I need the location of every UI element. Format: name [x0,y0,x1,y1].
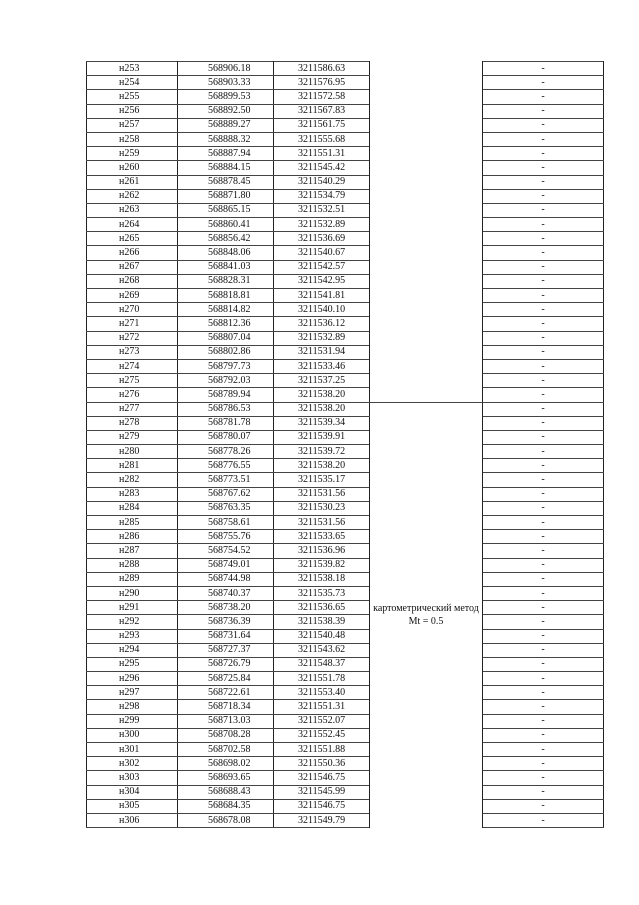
accuracy-value: - [483,175,604,189]
coordinate-y: 3211538.20 [274,388,370,402]
coordinate-x: 568763.35 [178,501,274,515]
coordinate-x: 568797.73 [178,359,274,373]
coordinate-x: 568727.37 [178,643,274,657]
table-row [87,132,604,146]
point-name: н286 [87,530,178,544]
coordinate-y: 3211531.56 [274,487,370,501]
coordinate-x: 568818.81 [178,289,274,303]
point-name: н304 [87,785,178,799]
coordinate-x: 568738.20 [178,601,274,615]
coordinate-x: 568892.50 [178,104,274,118]
accuracy-value: - [483,473,604,487]
table-row [87,246,604,260]
coordinate-y: 3211551.78 [274,672,370,686]
coordinate-x: 568749.01 [178,558,274,572]
coordinate-x: 568814.82 [178,303,274,317]
accuracy-value: - [483,757,604,771]
table-row [87,487,604,501]
point-name: н284 [87,501,178,515]
accuracy-value: - [483,331,604,345]
point-name: н256 [87,104,178,118]
accuracy-value: - [483,359,604,373]
coordinate-y: 3211540.67 [274,246,370,260]
accuracy-value: - [483,487,604,501]
coordinate-y: 3211576.95 [274,76,370,90]
table-row [87,586,604,600]
accuracy-value: - [483,246,604,260]
coordinate-y: 3211552.07 [274,714,370,728]
accuracy-value: - [483,161,604,175]
coordinate-y: 3211539.91 [274,430,370,444]
accuracy-value: - [483,516,604,530]
table-row [87,388,604,402]
coordinate-x: 568848.06 [178,246,274,260]
point-name: н303 [87,771,178,785]
table-row [87,743,604,757]
coordinates-table [86,61,604,828]
accuracy-value: - [483,558,604,572]
coordinate-y: 3211572.58 [274,90,370,104]
coordinate-x: 568828.31 [178,274,274,288]
point-name: н272 [87,331,178,345]
accuracy-value: - [483,643,604,657]
coordinate-y: 3211551.31 [274,147,370,161]
table-row [87,161,604,175]
coordinate-y: 3211535.73 [274,586,370,600]
coordinate-x: 568736.39 [178,615,274,629]
coordinate-x: 568758.61 [178,516,274,530]
point-name: н271 [87,317,178,331]
coordinate-y: 3211546.75 [274,771,370,785]
accuracy-value: - [483,402,604,416]
coordinate-y: 3211530.23 [274,501,370,515]
accuracy-value: - [483,76,604,90]
table-row [87,672,604,686]
point-name: н299 [87,714,178,728]
accuracy-value: - [483,771,604,785]
coordinate-x: 568786.53 [178,402,274,416]
coordinate-x: 568744.98 [178,572,274,586]
coordinate-x: 568708.28 [178,728,274,742]
coordinate-y: 3211561.75 [274,118,370,132]
accuracy-value: - [483,260,604,274]
coordinate-x: 568725.84 [178,672,274,686]
coordinate-x: 568778.26 [178,445,274,459]
point-name: н293 [87,629,178,643]
accuracy-value: - [483,289,604,303]
accuracy-value: - [483,232,604,246]
table-row [87,189,604,203]
point-name: н277 [87,402,178,416]
table-row [87,785,604,799]
method-cell-upper [370,62,483,403]
point-name: н278 [87,416,178,430]
point-name: н258 [87,132,178,146]
coordinate-x: 568899.53 [178,90,274,104]
coordinate-y: 3211537.25 [274,374,370,388]
table-row [87,601,604,615]
table-row [87,345,604,359]
coordinate-y: 3211538.18 [274,572,370,586]
accuracy-value: - [483,657,604,671]
coordinate-x: 568684.35 [178,799,274,813]
point-name: н255 [87,90,178,104]
coordinate-y: 3211539.82 [274,558,370,572]
point-name: н288 [87,558,178,572]
point-name: н285 [87,516,178,530]
accuracy-value: - [483,743,604,757]
table-row [87,473,604,487]
accuracy-value: - [483,785,604,799]
accuracy-value: - [483,700,604,714]
accuracy-value: - [483,374,604,388]
point-name: н265 [87,232,178,246]
accuracy-value: - [483,203,604,217]
table-row [87,501,604,515]
coordinate-x: 568773.51 [178,473,274,487]
accuracy-value: - [483,317,604,331]
point-name: н281 [87,459,178,473]
table-row [87,218,604,232]
coordinate-x: 568884.15 [178,161,274,175]
accuracy-value: - [483,147,604,161]
coordinate-x: 568887.94 [178,147,274,161]
coordinate-x: 568722.61 [178,686,274,700]
table-row [87,757,604,771]
point-name: н274 [87,359,178,373]
table-row [87,686,604,700]
table-row [87,615,604,629]
table-row [87,331,604,345]
coordinate-y: 3211531.56 [274,516,370,530]
table-row [87,104,604,118]
accuracy-value: - [483,90,604,104]
accuracy-value: - [483,274,604,288]
coordinate-x: 568678.08 [178,813,274,827]
coordinate-y: 3211539.34 [274,416,370,430]
point-name: н257 [87,118,178,132]
coordinate-y: 3211531.94 [274,345,370,359]
coordinate-x: 568865.15 [178,203,274,217]
accuracy-value: - [483,218,604,232]
table-row [87,813,604,827]
accuracy-value: - [483,104,604,118]
point-name: н266 [87,246,178,260]
point-name: н297 [87,686,178,700]
table-row [87,445,604,459]
table-row [87,799,604,813]
accuracy-value: - [483,430,604,444]
table-row [87,430,604,444]
coordinate-y: 3211536.12 [274,317,370,331]
point-name: н291 [87,601,178,615]
coordinate-x: 568888.32 [178,132,274,146]
point-name: н275 [87,374,178,388]
point-name: н300 [87,728,178,742]
accuracy-value: - [483,189,604,203]
point-name: н263 [87,203,178,217]
coordinate-y: 3211546.75 [274,799,370,813]
coordinate-x: 568718.34 [178,700,274,714]
point-name: н306 [87,813,178,827]
accuracy-value: - [483,388,604,402]
coordinate-x: 568781.78 [178,416,274,430]
coordinate-y: 3211532.51 [274,203,370,217]
table-row [87,700,604,714]
coordinate-y: 3211533.65 [274,530,370,544]
coordinate-x: 568767.62 [178,487,274,501]
accuracy-value: - [483,728,604,742]
point-name: н253 [87,62,178,76]
point-name: н283 [87,487,178,501]
coordinate-x: 568698.02 [178,757,274,771]
coordinate-y: 3211551.31 [274,700,370,714]
coordinate-x: 568688.43 [178,785,274,799]
coordinate-x: 568789.94 [178,388,274,402]
table-row [87,516,604,530]
accuracy-value: - [483,530,604,544]
table-row [87,203,604,217]
table-row [87,317,604,331]
accuracy-value: - [483,303,604,317]
coordinate-x: 568860.41 [178,218,274,232]
table-row [87,459,604,473]
coordinate-y: 3211538.20 [274,459,370,473]
table-row [87,289,604,303]
point-name: н294 [87,643,178,657]
table-row [87,147,604,161]
point-name: н298 [87,700,178,714]
coordinate-y: 3211542.95 [274,274,370,288]
point-name: н280 [87,445,178,459]
accuracy-value: - [483,714,604,728]
coordinate-y: 3211549.79 [274,813,370,827]
point-name: н270 [87,303,178,317]
table-row [87,62,604,76]
point-name: н295 [87,657,178,671]
coordinate-y: 3211545.99 [274,785,370,799]
coordinate-x: 568812.36 [178,317,274,331]
point-name: н287 [87,544,178,558]
table-row [87,175,604,189]
point-name: н301 [87,743,178,757]
table-row [87,90,604,104]
accuracy-value: - [483,572,604,586]
accuracy-value: - [483,586,604,600]
coordinate-y: 3211545.42 [274,161,370,175]
point-name: н269 [87,289,178,303]
coordinate-x: 568740.37 [178,586,274,600]
point-name: н289 [87,572,178,586]
coordinate-y: 3211536.96 [274,544,370,558]
point-name: н296 [87,672,178,686]
point-name: н262 [87,189,178,203]
coordinate-y: 3211539.72 [274,445,370,459]
accuracy-value: - [483,799,604,813]
accuracy-value: - [483,686,604,700]
table-row [87,530,604,544]
coordinate-y: 3211567.83 [274,104,370,118]
coordinate-x: 568755.76 [178,530,274,544]
point-name: н268 [87,274,178,288]
point-name: н273 [87,345,178,359]
table-row [87,572,604,586]
accuracy-value: - [483,132,604,146]
coordinate-x: 568856.42 [178,232,274,246]
accuracy-value: - [483,118,604,132]
coordinate-x: 568792.03 [178,374,274,388]
coordinates-table-body [87,62,604,828]
coordinate-y: 3211540.29 [274,175,370,189]
table-row [87,728,604,742]
method-label: картометрический метод Mt = 0.5 [370,402,483,828]
table-row [87,629,604,643]
accuracy-value: - [483,615,604,629]
coordinate-y: 3211538.39 [274,615,370,629]
accuracy-value: - [483,459,604,473]
point-name: н290 [87,586,178,600]
table-row [87,274,604,288]
point-name: н302 [87,757,178,771]
coordinate-y: 3211548.37 [274,657,370,671]
table-row [87,643,604,657]
coordinate-y: 3211534.79 [274,189,370,203]
coordinate-x: 568802.86 [178,345,274,359]
coordinate-x: 568841.03 [178,260,274,274]
point-name: н305 [87,799,178,813]
coordinate-x: 568906.18 [178,62,274,76]
coordinate-y: 3211536.69 [274,232,370,246]
coordinate-x: 568903.33 [178,76,274,90]
coordinate-x: 568889.27 [178,118,274,132]
coordinate-x: 568702.58 [178,743,274,757]
point-name: н264 [87,218,178,232]
accuracy-value: - [483,345,604,359]
coordinate-y: 3211555.68 [274,132,370,146]
accuracy-value: - [483,445,604,459]
coordinate-y: 3211538.20 [274,402,370,416]
coordinate-x: 568871.80 [178,189,274,203]
table-row [87,714,604,728]
accuracy-value: - [483,62,604,76]
coordinate-y: 3211550.36 [274,757,370,771]
coordinate-y: 3211533.46 [274,359,370,373]
coordinate-y: 3211543.62 [274,643,370,657]
table-row [87,771,604,785]
coordinate-y: 3211535.17 [274,473,370,487]
coordinate-x: 568726.79 [178,657,274,671]
coordinate-y: 3211542.57 [274,260,370,274]
coordinate-x: 568780.07 [178,430,274,444]
table-row [87,303,604,317]
accuracy-value: - [483,416,604,430]
coordinate-y: 3211536.65 [274,601,370,615]
accuracy-value: - [483,544,604,558]
table-row [87,544,604,558]
coordinate-x: 568776.55 [178,459,274,473]
table-row [87,657,604,671]
table-row [87,232,604,246]
table-row [87,558,604,572]
coordinate-x: 568731.64 [178,629,274,643]
coordinate-y: 3211540.48 [274,629,370,643]
coordinate-y: 3211540.10 [274,303,370,317]
accuracy-value: - [483,601,604,615]
coordinate-y: 3211586.63 [274,62,370,76]
accuracy-value: - [483,813,604,827]
coordinate-y: 3211553.40 [274,686,370,700]
point-name: н254 [87,76,178,90]
coordinate-y: 3211552.45 [274,728,370,742]
table-row [87,76,604,90]
coordinate-y: 3211551.88 [274,743,370,757]
point-name: н267 [87,260,178,274]
accuracy-value: - [483,629,604,643]
point-name: н282 [87,473,178,487]
coordinate-x: 568807.04 [178,331,274,345]
accuracy-value: - [483,501,604,515]
point-name: н259 [87,147,178,161]
coordinate-y: 3211532.89 [274,331,370,345]
point-name: н260 [87,161,178,175]
point-name: н279 [87,430,178,444]
coordinate-y: 3211541.81 [274,289,370,303]
coordinate-x: 568713.03 [178,714,274,728]
table-row [87,118,604,132]
point-name: н276 [87,388,178,402]
coordinate-x: 568693.65 [178,771,274,785]
coordinate-x: 568878.45 [178,175,274,189]
table-row [87,359,604,373]
table-row [87,416,604,430]
point-name: н261 [87,175,178,189]
table-row [87,402,604,416]
coordinate-x: 568754.52 [178,544,274,558]
accuracy-value: - [483,672,604,686]
point-name: н292 [87,615,178,629]
table-row [87,374,604,388]
table-row [87,260,604,274]
coordinate-y: 3211532.89 [274,218,370,232]
